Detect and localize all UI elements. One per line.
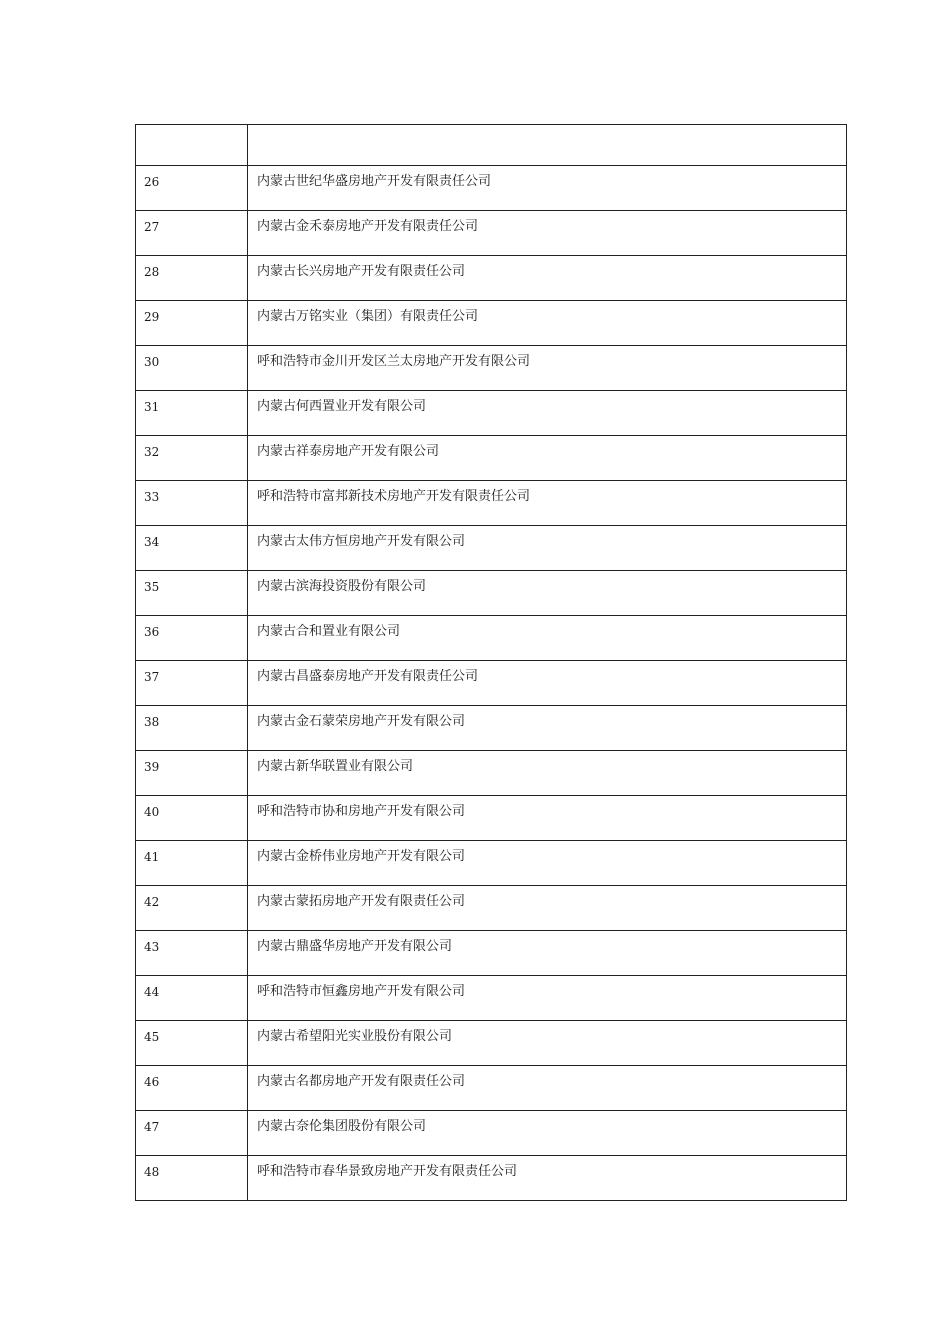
row-number: 33 [136, 481, 248, 526]
table-row [136, 796, 847, 841]
row-number: 40 [136, 796, 248, 841]
company-name: 内蒙古名都房地产开发有限责任公司 [248, 1066, 847, 1111]
table-row [136, 166, 847, 211]
company-name: 内蒙古金石蒙荣房地产开发有限公司 [248, 706, 847, 751]
row-number: 46 [136, 1066, 248, 1111]
company-name: 内蒙古祥泰房地产开发有限公司 [248, 436, 847, 481]
row-number: 29 [136, 301, 248, 346]
table-row [136, 571, 847, 616]
company-name: 内蒙古滨海投资股份有限公司 [248, 571, 847, 616]
table-row [136, 211, 847, 256]
row-number: 43 [136, 931, 248, 976]
header-cell-name [248, 125, 847, 166]
table-row [136, 481, 847, 526]
table-row [136, 391, 847, 436]
table-row [136, 661, 847, 706]
table-row [136, 931, 847, 976]
row-number: 44 [136, 976, 248, 1021]
company-name: 呼和浩特市协和房地产开发有限公司 [248, 796, 847, 841]
company-name: 内蒙古金桥伟业房地产开发有限公司 [248, 841, 847, 886]
row-number: 36 [136, 616, 248, 661]
company-list-body [136, 125, 847, 1201]
table-row [136, 976, 847, 1021]
company-name: 内蒙古太伟方恒房地产开发有限公司 [248, 526, 847, 571]
row-number: 47 [136, 1111, 248, 1156]
table-row [136, 1111, 847, 1156]
table-row [136, 301, 847, 346]
company-name: 内蒙古新华联置业有限公司 [248, 751, 847, 796]
row-number: 26 [136, 166, 248, 211]
company-name: 呼和浩特市恒鑫房地产开发有限公司 [248, 976, 847, 1021]
row-number: 37 [136, 661, 248, 706]
row-number: 34 [136, 526, 248, 571]
company-name: 内蒙古昌盛泰房地产开发有限责任公司 [248, 661, 847, 706]
company-name: 内蒙古长兴房地产开发有限责任公司 [248, 256, 847, 301]
company-name: 内蒙古奈伦集团股份有限公司 [248, 1111, 847, 1156]
company-name: 内蒙古鼎盛华房地产开发有限公司 [248, 931, 847, 976]
row-number: 45 [136, 1021, 248, 1066]
company-name: 呼和浩特市春华景致房地产开发有限责任公司 [248, 1156, 847, 1201]
header-cell-no [136, 125, 248, 166]
company-name: 内蒙古合和置业有限公司 [248, 616, 847, 661]
table-row [136, 841, 847, 886]
row-number: 27 [136, 211, 248, 256]
table-row [136, 526, 847, 571]
row-number: 31 [136, 391, 248, 436]
table-row [136, 751, 847, 796]
row-number: 48 [136, 1156, 248, 1201]
company-name: 内蒙古万铭实业（集团）有限责任公司 [248, 301, 847, 346]
company-name: 呼和浩特市金川开发区兰太房地产开发有限公司 [248, 346, 847, 391]
company-name: 内蒙古蒙拓房地产开发有限责任公司 [248, 886, 847, 931]
row-number: 30 [136, 346, 248, 391]
row-number: 28 [136, 256, 248, 301]
row-number: 42 [136, 886, 248, 931]
table-row [136, 1066, 847, 1111]
company-name: 内蒙古何西置业开发有限公司 [248, 391, 847, 436]
table-row [136, 346, 847, 391]
company-name: 内蒙古金禾泰房地产开发有限责任公司 [248, 211, 847, 256]
row-number: 35 [136, 571, 248, 616]
company-name: 内蒙古世纪华盛房地产开发有限责任公司 [248, 166, 847, 211]
row-number: 38 [136, 706, 248, 751]
table-row [136, 706, 847, 751]
table-row [136, 1021, 847, 1066]
table-row [136, 256, 847, 301]
row-number: 41 [136, 841, 248, 886]
table-header-row [136, 125, 847, 166]
table-row [136, 1156, 847, 1201]
table-row [136, 616, 847, 661]
company-list-table [135, 124, 847, 1201]
table-row [136, 436, 847, 481]
company-name: 呼和浩特市富邦新技术房地产开发有限责任公司 [248, 481, 847, 526]
row-number: 32 [136, 436, 248, 481]
row-number: 39 [136, 751, 248, 796]
company-name: 内蒙古希望阳光实业股份有限公司 [248, 1021, 847, 1066]
table-row [136, 886, 847, 931]
